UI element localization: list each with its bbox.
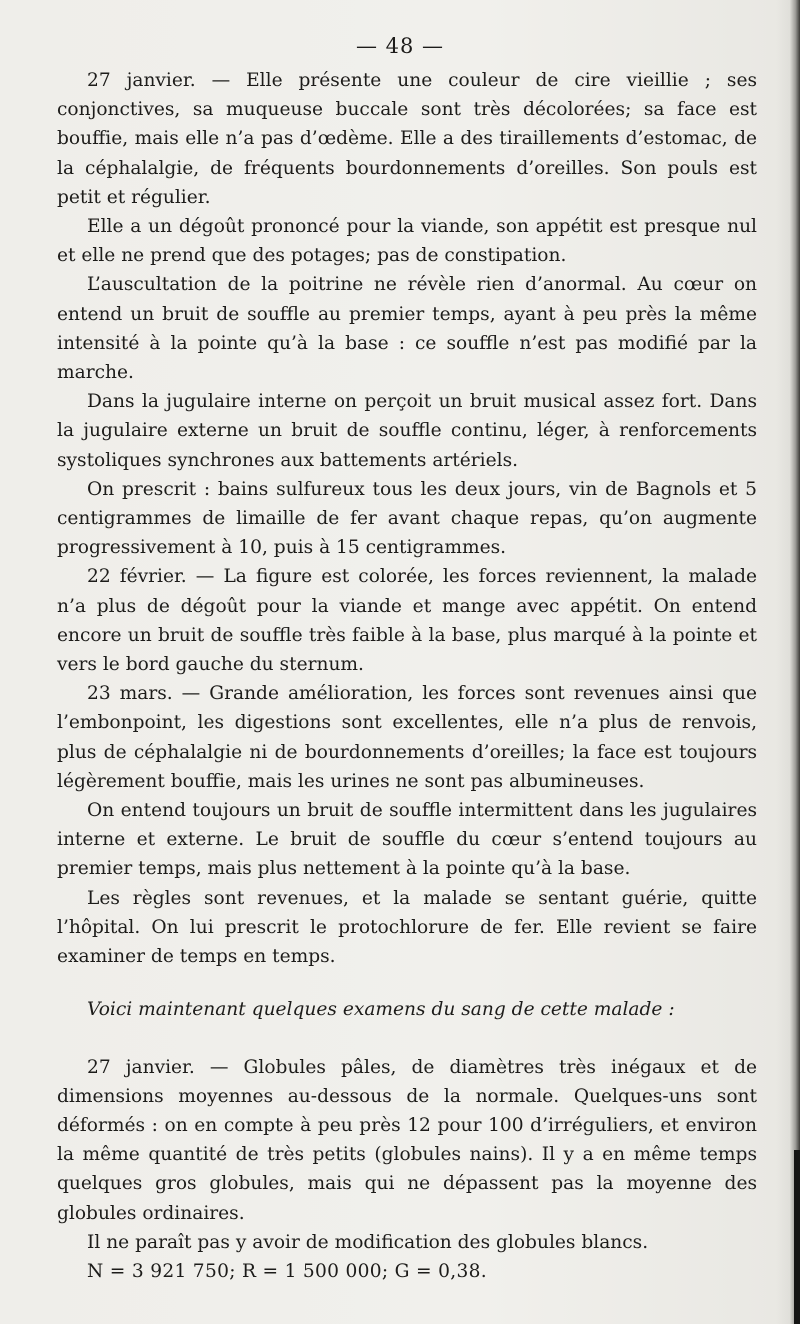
paragraph-souffle-intermittent: On entend toujours un bruit de souffle intermittent dans les jugulaires interne et externe. Le bruit de souffle du cœur s’entend toujours au premier temps, mais plus nettement à la pointe qu’à la base. (57, 800, 757, 880)
paragraph-auscultation: L’auscultation de la poitrine ne révèle rien d’anormal. Au cœur on entend un bruit de souffle au premier temps, ayant à peu près la même intensité à la pointe qu’à la base : ce souffle n’est pas modifié par la marche. (57, 274, 757, 384)
page-edge-shadow (790, 0, 800, 1324)
paragraph-27-janvier: 27 janvier. — Elle présente une couleur de cire vieillie ; ses conjonctives, sa muqueuse buccale sont très décolorées; sa face est bouffie, mais elle n’a pas d’œdème. Elle a des tiraillements d’estomac, de la céphalalgie, de fréquents bourdonnements d’oreilles. Son pouls est petit et régulier. (57, 70, 757, 208)
paragraph-23-mars: 23 mars. — Grande amélioration, les forces sont revenues ainsi que l’embonpoint, les digestions sont excellentes, elle n’a plus de renvois, plus de céphalalgie ni de bourdonnements d’oreilles; la face est toujours légèrement bouffie, mais les urines ne sont pas albumineuses. (57, 683, 757, 792)
paragraph-jugulaire-interne: Dans la jugulaire interne on perçoit un bruit musical assez fort. Dans la jugulaire externe un bruit de souffle continu, léger, à renforcements systoliques synchrones aux battements artériels. (57, 391, 757, 471)
paragraph-regles: Les règles sont revenues, et la malade se sentant guérie, quitte l’hôpital. On lui prescrit le protochlorure de fer. Elle revient se faire examiner de temps en temps. (57, 887, 757, 968)
paragraph-globules: 27 janvier. — Globules pâles, de diamètres très inégaux et de dimensions moyennes au-dessous de la normale. Quelques-uns sont déformés : on en compte à peu près 12 pour 100 d’irréguliers, et environ la même quantité de très petits (globules nains). Il y a en même temps quelques gros globules, mais qui ne dépassent pas la moyenne des globules ordinaires. (57, 1056, 757, 1224)
paragraph-prescription: On prescrit : bains sulfureux tous les deux jours, vin de Bagnols et 5 centigrammes de limaille de fer avant chaque repas, qu’on augmente progressivement à 10, puis à 15 centigrammes. (57, 478, 757, 559)
body-text (57, 66, 757, 1286)
blood-count-formula: N = 3 921 750; R = 1 500 000; G = 0,38. (87, 1260, 487, 1282)
section-heading-examens: Voici maintenant quelques examens du sang de cette malade : (87, 999, 675, 1021)
page-edge-dark (794, 1150, 800, 1324)
paragraph-degout: Elle a un dégoût prononcé pour la viande, son appétit est presque nul et elle ne prend que des potages; pas de constipation. (57, 216, 757, 267)
paragraph-globules-blancs: Il ne paraît pas y avoir de modification des globules blancs. (87, 1231, 649, 1253)
paragraph-22-fevrier: 22 février. — La figure est colorée, les forces reviennent, la malade n’a plus de dégoût pour la viande et mange avec appétit. On entend encore un bruit de souffle très faible à la base, plus marqué à la pointe et vers le bord gauche du sternum. (57, 566, 757, 676)
page-number: — 48 — (355, 34, 445, 58)
